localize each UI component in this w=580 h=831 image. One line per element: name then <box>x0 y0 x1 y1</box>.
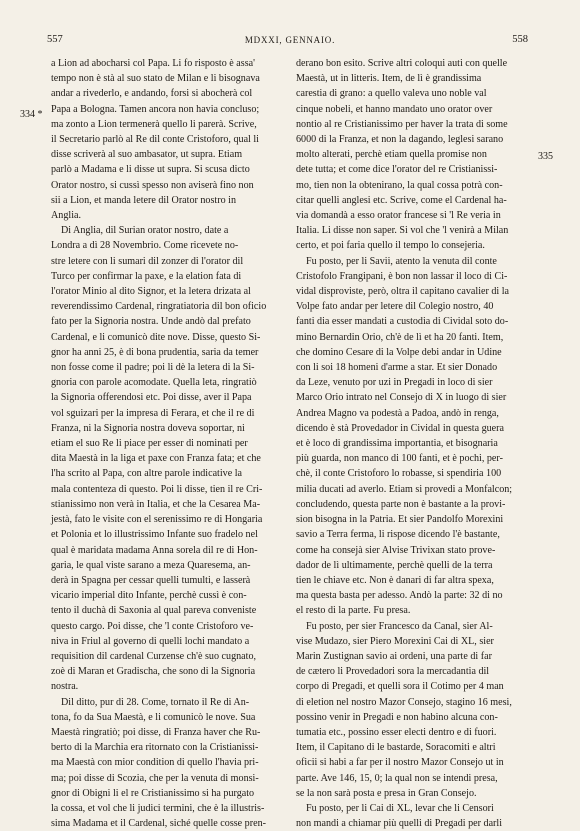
text-line: tempo non è stà al suo stato de Milan e li bisognava <box>51 73 260 85</box>
text-line: la cossa, et vol che li judici termini, che è la illustris- <box>51 802 265 814</box>
text-line: vicario imperial dito Infante, perchè cussì è con- <box>51 590 247 602</box>
text-line: fanti dia esser mandati a custodia di Cividal soto do- <box>296 316 509 328</box>
text-line: che domino Cesare di la Volpe debi andar in Udine <box>296 346 502 358</box>
text-line: Item, il Capitano di le bastarde, Soracomiti e altri <box>296 742 496 754</box>
text-line: citar quelli anglesi etc. Scrive, come el Cardenal ha- <box>296 194 507 206</box>
text-line: vise Mudazo, sier Piero Morexini Cai di XL, sier <box>296 635 494 647</box>
text-line: Fu posto, per li Savii, atento la venuta dil conte <box>306 255 497 267</box>
text-line: da Leze, venuto por uzi in Pregadi in loco di sier <box>296 377 493 389</box>
text-line: a Lion ad abocharsi col Papa. Li fo risposto è assa' <box>51 58 255 69</box>
text-line: tumatia etc., possino esser electi dentro e di fuori. <box>296 726 497 738</box>
text-line: dador de lì ultimamente, perchè quelli de la terra <box>296 559 493 571</box>
text-line: non mandi a chiamar più quelli di Pregadi per darli <box>296 818 503 830</box>
text-line: Maestà ringratiò; poi disse, di Franza haver che Ru- <box>51 726 261 738</box>
text-line: la Signoria offerendosi etc. Poi disse, aver il Papa <box>51 392 252 404</box>
text-line: gnor di Obigni li el re Cristianissimo si ha purgato <box>51 787 255 799</box>
text-line: Orator nostro, si cussì spesso non aviserà fino non <box>51 179 254 191</box>
text-line: carestia di grano: a quello valeva uno noble val <box>296 88 487 100</box>
text-line: Marin Zustignan savio ai ordeni, una parte di far <box>296 650 492 662</box>
text-line: ma Maestà con mior condition di quello l'havia pri- <box>51 757 259 769</box>
text-line: 6000 di la Franza, et non la dagando, leglesi sarano <box>296 134 504 146</box>
text-line: sion bisogna in la Patria. Et sier Pandolfo Morexini <box>296 514 504 526</box>
text-line: dete tutta; et come dice l'orator del re Cristianissi- <box>296 164 498 176</box>
text-line: Di Anglia, dil Surian orator nostro, date a <box>61 225 229 237</box>
text-line: andar a rivederlo, e andando, forsi si abocherà col <box>51 88 253 100</box>
text-line: et Polonia et lo illustrissimo Infante suo fradelo nel <box>51 529 258 541</box>
text-line: Marco Orio intrato nel Consejo di X in luogo di sier <box>296 392 507 404</box>
text-line: Volpe fato andar per letere dil Colegio nostro, 40 <box>296 301 494 313</box>
right-column <box>296 56 540 831</box>
text-line: Cristofolo Frangipani, è bon non lassar il loco di Ci- <box>296 270 508 282</box>
text-line: Fu posto, per li Cai di XL, levar che li Censori <box>306 802 494 814</box>
text-line: tona, fo da Sua Maestà, e li comunicò le nove. Sua <box>51 711 256 723</box>
text-line: chè, il conte Cristoforo lo robasse, si spendiria 100 <box>296 468 502 480</box>
text-line: Italia. Li disse non saper. Si vol che 'l venirà a Milan <box>296 225 509 237</box>
text-line: mino Bernardin Orio, ch'è de lì et ha 20 fanti. Item, <box>296 331 504 343</box>
text-line: mala contenteza di questo. Poi li disse, tien il re Cri- <box>51 483 263 495</box>
text-line: qual è maridata madama Anna sorela dil re di Hon- <box>51 544 258 556</box>
text-line: il Secretario parlò al Re dil conte Cristoforo, qual li <box>51 134 259 146</box>
text-line: reverendissimo Cardenal, ringratiatoria dil bon oficio <box>51 301 267 313</box>
text-line: l'ha scrito al Papa, con altre parole indicative la <box>51 468 242 480</box>
text-line: Papa a Bologna. Tamen ancora non havia concluso; <box>51 103 260 115</box>
text-line: oficii si habi a far per il nostro Mazor Consejo ut in <box>296 757 504 769</box>
text-line: Anglia. <box>51 210 81 222</box>
text-line: nostra. <box>51 681 79 693</box>
text-line: fato per la Signoria nostra. Unde andò dal prefato <box>51 316 251 328</box>
text-line: el resto di la parte. Fu presa. <box>296 605 411 617</box>
text-line: più guarda, non manco di 100 fanti, et è pochi, per- <box>296 453 503 465</box>
text-line: dita Maestà in la liga et paxe con Franza fata; et che <box>51 453 261 465</box>
text-line: etiam el suo Re li piace per esser di nominati per <box>51 438 248 450</box>
text-line: niva in Friul al governo di quelli lochi mandato a <box>51 635 250 647</box>
text-line: de cætero li Provedadori sora la mercadantia dil <box>296 666 490 678</box>
left-page-number: 557 <box>47 34 63 45</box>
text-line: requisition dil cardenal Curzense ch'è suo cugnato, <box>51 650 257 662</box>
text-line: mo, tien non la obtenirano, la qual cossa potrà con- <box>296 179 503 191</box>
text-line: savio a Terra ferma, li rispose dicendo l'è bastante, <box>296 529 500 541</box>
text-line: cinque nobeli, et hanno mandato uno orator over <box>296 103 493 115</box>
text-line: stre letere con li sumari dil zonzer di l'orator dil <box>51 255 244 267</box>
text-line: via domandà a esso orator francese si 'l Re veria in <box>296 210 501 222</box>
text-line: Dil ditto, pur di 28. Come, tornato il Re di An- <box>61 696 250 708</box>
text-line: concludendo, questa parte non è bastante a la provi- <box>296 498 506 510</box>
text-line: l'orator Minio al dito Signor, et la letera drizata al <box>51 286 251 298</box>
text-line: vidal disproviste, però, oltra il capitano cavalier di la <box>296 286 510 298</box>
running-head: MDXXI, GENNAIO. <box>244 35 336 45</box>
text-line: come ha consejà sier Alvise Trivixan stato prove- <box>296 544 496 556</box>
text-line: nontio al re Cristianissimo per haver la trata di some <box>296 118 508 130</box>
text-line: certo, et poi faria quello il tempo lo consejeria. <box>296 240 485 252</box>
text-line: jestà, fato le visite con el serenissimo re di Hongaria <box>51 514 263 526</box>
text-line: se la non sarà posta e presa in Gran Consejo. <box>296 787 477 799</box>
text-line: Andrea Magno va podestà a Padoa, andò in renga, <box>296 407 499 419</box>
text-line: corpo di Pregadi, et quelli sora il Cotimo per 4 man <box>296 681 504 693</box>
page-header <box>0 34 580 50</box>
text-line: ma zonto a Lion termenerà quello li parerà. Scrive, <box>51 118 257 130</box>
text-line: Maestà, ut in litteris. Item, de lì è grandissima <box>296 73 482 85</box>
text-line: tien le chiave etc. Non è danari di far altra spexa, <box>296 574 494 586</box>
text-line: ma; poi disse di Scozia, che per la venuta di monsi- <box>51 772 259 784</box>
text-line: derano bon esito. Scrive altri coloqui auti con quelle <box>296 58 508 69</box>
text-line: stianissimo non verà in Italia, et che la Cesarea Ma- <box>51 498 261 510</box>
text-line: Londra a dì 28 Novembrio. Come ricevete no- <box>51 240 239 252</box>
text-line: disse scriverà al suo ambasator, ut supra. Etiam <box>51 149 243 161</box>
text-line: parte. Ave 146, 15, 0; la qual non se intendi presa, <box>296 772 498 784</box>
right-page-number: 558 <box>512 34 528 45</box>
text-line: milia ducati ad averlo. Etiam si provedi a Monfalcon; <box>296 483 513 495</box>
text-line: Cardenal, e li comunicò dite nove. Disse, questo Si- <box>51 331 261 343</box>
text-line: gnoria con parole acomodate. Quella leta, ringratiò <box>51 377 257 389</box>
text-line: possino venir in Pregadi e non habino alcuna con- <box>296 711 498 723</box>
text-line: garia, le qual viste sarano a meza Quaresema, an- <box>51 559 251 571</box>
text-line: et è loco di grandissima importantia, et bisognaria <box>296 438 498 450</box>
text-line: questo cargo. Poi disse, che 'l conte Cristoforo ve- <box>51 620 254 632</box>
text-line: vol sguizari per la impresa di Ferara, et che il re di <box>51 407 255 419</box>
margin-number-left: 334 * <box>20 109 43 120</box>
text-line: di eletion nel nostro Mazor Consejo, stagino 16 mesi, <box>296 696 512 708</box>
text-line: con li soi 18 homeni d'arme a star. Et sier Donado <box>296 362 498 374</box>
text-line: dicendo è stà Provedador in Cividal in questa guera <box>296 422 504 434</box>
text-line: sii a Lion, et manda letere dil Orator nostro in <box>51 194 236 206</box>
text-line: Fu posto, per sier Francesco da Canal, sier Al- <box>306 620 493 632</box>
text-line: Franza, ni la Signoria nostra doveva soportar, ni <box>51 422 245 434</box>
text-line: ma questa basta per adesso. Andò la parte: 32 di no <box>296 590 503 602</box>
text-line: gnor ha anni 25, è di bona prudentia, saria da temer <box>51 346 259 358</box>
text-line: berto di la Marchia era ritornato con la Cristianissi- <box>51 742 259 754</box>
text-line: zoè di Maran et Gradischa, che sono di la Signoria <box>51 666 256 678</box>
margin-number-right: 335 <box>538 151 553 162</box>
text-line: non fosse come il padre; poi li dè la letera di la Si- <box>51 362 255 374</box>
text-line: parlò a Madama e li disse ut supra. Si scusa dicto <box>51 164 250 176</box>
text-line: tento il duchà di Saxonia al qual pareva conveniste <box>51 605 257 617</box>
text-line: molto alterati, perchè etiam quella promise non <box>296 149 487 161</box>
text-line: sima Madama et il Cardenal, siché quelle cosse pren- <box>51 818 266 830</box>
text-line: derà in Spagna per cessar quelli tumulti, e lasserà <box>51 574 251 586</box>
text-line: Turco per confirmar la paxe, e la elation fata di <box>51 270 242 282</box>
left-column <box>51 56 279 831</box>
